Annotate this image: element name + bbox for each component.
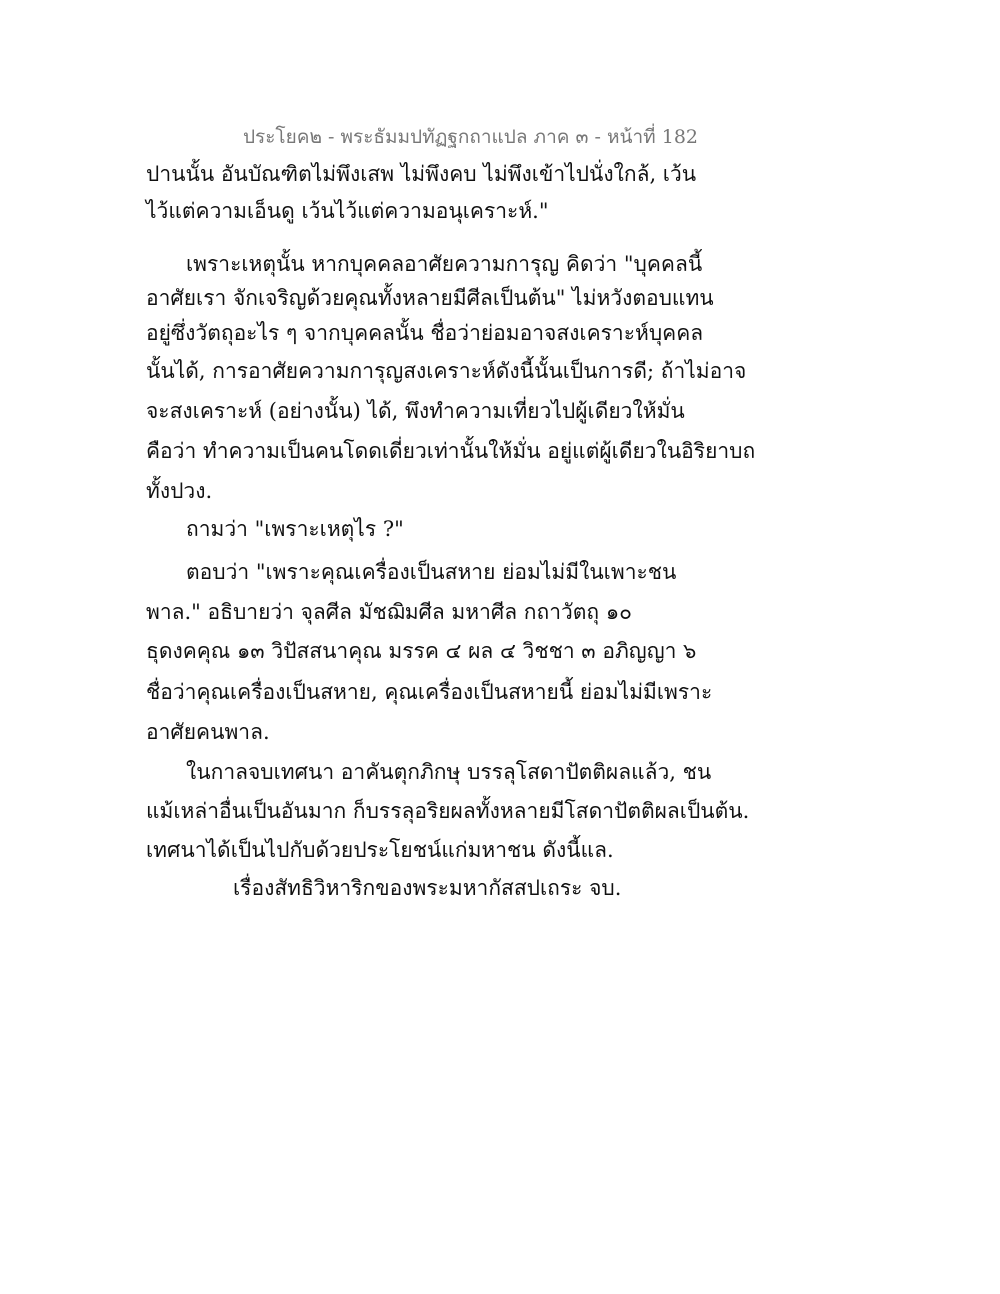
text-line: อาศัยคนพาล. xyxy=(146,720,270,744)
paragraph-start-line: ถามว่า "เพราะเหตุไร ?" xyxy=(186,517,404,541)
text-line: จะสงเคราะห์ (อย่างนั้น) ได้, พึงทำความเที่ยวไปผู้เดียวให้มั่น xyxy=(146,399,685,423)
text-line: อยู่ซึ่งวัตถุอะไร ๆ จากบุคคลนั้น ชื่อว่าย่อมอาจสงเคราะห์บุคคล xyxy=(146,321,704,345)
text-line: ธุดงคคุณ ๑๓ วิปัสสนาคุณ มรรค ๔ ผล ๔ วิชชา ๓ อภิญญา ๖ xyxy=(146,639,697,663)
text-line: นั้นได้, การอาศัยความการุญสงเคราะห์ดังนี้นั้นเป็นการดี; ถ้าไม่อาจ xyxy=(146,359,747,383)
text-line: ทั้งปวง. xyxy=(146,479,213,503)
running-header: ประโยค๒ - พระธัมมปทัฏฐกถาแปล ภาค ๓ - หน้าที่ 182 xyxy=(242,126,698,148)
text-line: ชื่อว่าคุณเครื่องเป็นสหาย, คุณเครื่องเป็นสหายนี้ ย่อมไม่มีเพราะ xyxy=(146,680,713,704)
paragraph-start-line: เพราะเหตุนั้น หากบุคคลอาศัยความการุญ คิดว่า "บุคคลนี้ xyxy=(186,252,703,276)
text-line: พาล." อธิบายว่า จุลศีล มัชฌิมศีล มหาศีล กถาวัตถุ ๑๐ xyxy=(146,600,632,624)
text-line: ไว้แต่ความเอ็นดู เว้นไว้แต่ความอนุเคราะห์." xyxy=(146,199,549,223)
paragraph-start-line: ในกาลจบเทศนา อาคันตุกภิกษุ บรรลุโสดาปัตติผลแล้ว, ชน xyxy=(186,760,712,784)
text-line: ปานนั้น อันบัณฑิตไม่พึงเสพ ไม่พึงคบ ไม่พึงเข้าไปนั่งใกล้, เว้น xyxy=(146,162,697,186)
text-line: เทศนาได้เป็นไปกับด้วยประโยชน์แก่มหาชน ดังนี้แล. xyxy=(146,838,614,862)
text-line: คือว่า ทำความเป็นคนโดดเดี่ยวเท่านั้นให้มั่น อยู่แต่ผู้เดียวในอิริยาบถ xyxy=(146,439,756,463)
story-end-line: เรื่องสัทธิวิหาริกของพระมหากัสสปเถระ จบ. xyxy=(233,876,622,900)
paragraph-start-line: ตอบว่า "เพราะคุณเครื่องเป็นสหาย ย่อมไม่มีในเพาะชน xyxy=(186,560,677,584)
text-line: แม้เหล่าอื่นเป็นอันมาก ก็บรรลุอริยผลทั้งหลายมีโสดาปัตติผลเป็นต้น. xyxy=(146,799,750,823)
text-line: อาศัยเรา จักเจริญด้วยคุณทั้งหลายมีศีลเป็นต้น" ไม่หวังตอบแทน xyxy=(146,286,714,310)
